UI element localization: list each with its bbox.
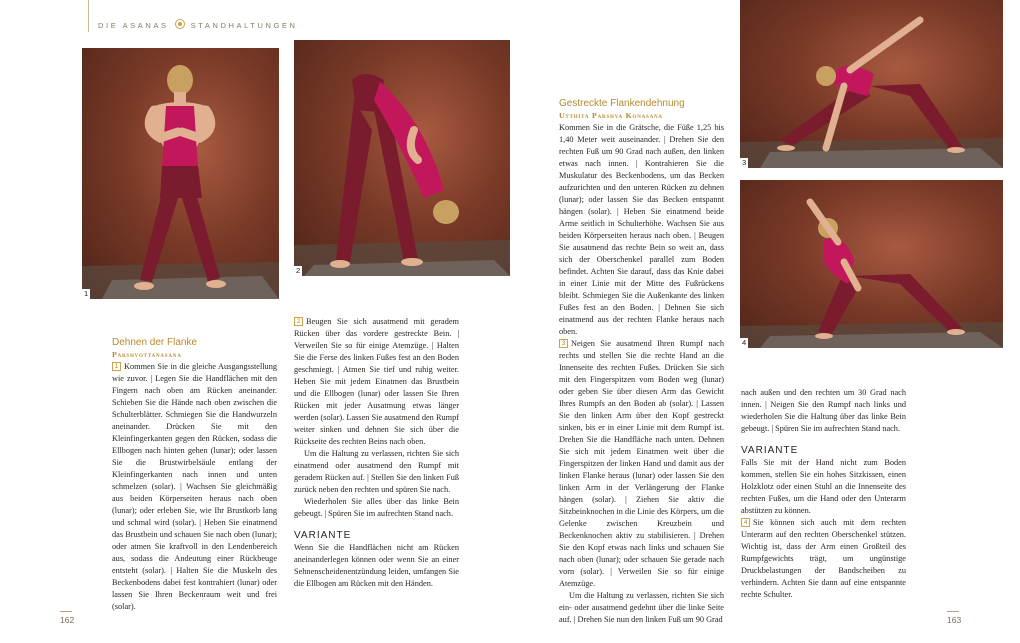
- body-paragraph: Um die Haltung zu verlassen, richten Sie sich ein- oder ausatmend gedehnt über die linke Seite auf. | Drehen Sie nun den linken Fuß um 90 Grad: [559, 591, 724, 624]
- step-number: 1: [112, 362, 121, 371]
- page-number-rule: [947, 611, 959, 612]
- photo-number: 3: [742, 158, 747, 167]
- body-paragraph: nach außen und den rechten um 30 Grad nach innen. | Neigen Sie den Rumpf nach links und wiederholen Sie die Haltung über das linke Bein gebeugt. | Spüren Sie im aufrechten Stand nach.: [741, 388, 906, 433]
- yoga-pose-2-illustration: [294, 40, 510, 276]
- ornament-icon: [175, 19, 185, 29]
- page-number-left: 162: [60, 615, 75, 625]
- photo-1: [82, 48, 279, 299]
- body-paragraph: Wiederholen Sie alles über das linke Bein gebeugt. | Spüren Sie im aufrechten Stand nach.: [294, 497, 459, 518]
- step-number: 4: [741, 518, 750, 527]
- body-text: Neigen Sie ausatmend Ihren Rumpf nach rechts und stellen Sie die rechte Hand an die Innenseite des rechten Fußes. Drücken Sie sich mit den Fingerspitzen vom Boden weg (lunar) oder geben Sie über diesen Arm das Gewicht Ihres Rumpfs an den Boden ab (solar). | Lassen Sie den linken Arm über den Kopf gestreckt sinken, bis er in einer Linie mit dem Rumpf ist. Drehen Sie die Handfläche nach unten. Dehnen Sie sich mit jedem Einatmen weit über die Fingerspitzen der linken Hand und damit aus der linken Flanke heraus (lunar) oder lassen Sie den linken Arm in der Verlängerung der Flanke hängen (solar). | Ziehen Sie aktiv die Sitzbeinknochen in die Linie des Körpers, um die Gelenke zwischen Kreuzbein und Beckenknochen aktiv zu stabilisieren. | Drehen Sie den Kopf etwas nach links und schauen Sie nach oben (lunar); oder schauen Sie gerade nach vorn (solar). | Verweilen Sie so für einige Atemzüge.: [559, 339, 724, 588]
- step-number: 3: [559, 339, 568, 348]
- page-number-rule: [60, 611, 72, 612]
- header-subsection: STANDHALTUNGEN: [190, 21, 298, 30]
- photo-3: [740, 0, 1003, 168]
- yoga-pose-3-illustration: [740, 0, 1003, 168]
- left-column: [112, 337, 277, 613]
- section-subtitle: Parshvottanasana: [112, 350, 182, 359]
- body-paragraph: [294, 316, 459, 448]
- section-subtitle: Utthita Parshva Konasana: [559, 111, 663, 120]
- right-column: [559, 98, 724, 626]
- header-section: DIE ASANAS: [98, 21, 169, 30]
- step-number: 2: [294, 317, 303, 326]
- far-right-column: [741, 387, 906, 601]
- variante-heading: VARIANTE: [741, 445, 799, 456]
- body-paragraph: [112, 361, 277, 613]
- photo-2: [294, 40, 510, 276]
- middle-column: [294, 316, 459, 590]
- photo-number: 1: [84, 289, 89, 298]
- variante-heading: VARIANTE: [294, 530, 352, 541]
- body-paragraph: [559, 338, 724, 590]
- photo-number: 2: [296, 266, 301, 275]
- body-paragraph: Falls Sie mit der Hand nicht zum Boden kommen, stellen Sie ein hohes Sitzkissen, einen Holzklotz oder einen Stuhl an die Innenseite des rechten Fußes, um die Hand oder den Unterarm abstützen zu können.: [741, 458, 906, 515]
- body-paragraph: [741, 517, 906, 601]
- body-text: Sie können sich auch mit dem rechten Unterarm auf den rechten Oberschenkel stützen. Wichtig ist, dass der Arm einen Großteil des Rumpfgewichts trägt, um ungünstige Druckbelastungen der Bandscheiben zu verhindern. Achten Sie dann auf eine entspannte rechte Schulter.: [741, 518, 906, 599]
- section-title: Gestreckte Flankendehnung: [559, 98, 685, 109]
- header-rule: [88, 0, 89, 32]
- yoga-pose-4-illustration: [740, 180, 1003, 348]
- section-title: Dehnen der Flanke: [112, 337, 198, 348]
- running-header: [98, 19, 298, 30]
- photo-4: [740, 180, 1003, 348]
- body-text: Kommen Sie in die gleiche Ausgangsstellung wie zuvor. | Legen Sie die Handflächen mit den Fingern nach oben am Rücken aneinander. Schieben Sie die Hände nach oben zwischen die Schulterblätter. Schmiegen Sie die Handwurzeln aneinander. Drücken Sie mit den Kleinfingerkanten gegen den Rücken, sodass die Ellbogen nach hinten gehen (lunar); oder lassen Sie die Brustwirbelsäule entlang der Kleinfingerkanten nach innen und unten schmelzen (solar). | Wachsen Sie gleichmäßig aus beiden Körperseiten heraus nach oben (lunar); oder erleben Sie, wie Ihr Brustkorb lang und schmal wird (solar). | Heben Sie einatmend das Brustbein und schauen Sie nach oben (lunar); oder atmen Sie kraftvoll in den Lendenbereich aus, sodass die Andeutung einer Rückbeuge entsteht (solar). | Halten Sie die Muskeln des Beckenbodens dabei fest kontrahiert (lunar) oder lassen Sie Ihren Beckenraum weit und frei (solar).: [112, 362, 277, 611]
- body-paragraph: Kommen Sie in die Grätsche, die Füße 1,25 bis 1,40 Meter weit auseinander. | Drehen Sie den rechten Fuß um 90 Grad nach außen, den linken etwas nach innen. | Kontrahieren Sie die Muskulatur des Beckenbodens, um das Becken aufzurichten und den unteren Rücken zu dehnen (lunar); oder lassen Sie das Becken entspannt hängen (solar). | Heben Sie einatmend beide Arme seitlich in Schulterhöhe. Wachsen Sie aus beiden Körperseiten heraus nach oben. | Beugen Sie ausatmend das rechte Bein so weit an, dass sich der Oberschenkel parallel zum Boden befindet. Achten Sie darauf, dass das Knie dabei in einer Linie mit der Mitte des Fußrückens bleibt. Schmiegen Sie die Außenkante des linken Fußes fest an den Boden. | Dehnen Sie sich einatmend aus der rechten Flanke heraus nach oben.: [559, 123, 724, 336]
- body-paragraph: Um die Haltung zu verlassen, richten Sie sich einatmend oder ausatmend den Rumpf mit geradem Rücken auf. | Stellen Sie den linken Fuß zurück neben den rechten und spüren Sie nach.: [294, 449, 459, 494]
- page-number-right: 163: [947, 615, 962, 625]
- body-paragraph: Wenn Sie die Handflächen nicht am Rücken aneinanderlegen können oder wenn Sie an einer Sehnenscheidenentzündung leiden, umfangen Sie die Ellbogen am Rücken mit den Händen.: [294, 543, 459, 588]
- yoga-pose-1-illustration: [82, 48, 279, 299]
- photo-number: 4: [742, 338, 747, 347]
- body-text: Beugen Sie sich ausatmend mit geradem Rücken über das vordere gestreckte Bein. | Verweilen Sie so für einige Atemzüge. | Halten Sie die Ferse des linken Fußes fest an den Boden geschmiegt. | Atmen Sie tief und ruhig weiter. Heben Sie mit jedem Einatmen das Brustbein und die Ellbogen (lunar) oder lassen Sie Ihren Rücken mit jeder Ausatmung etwas länger werden (solar). Lassen Sie ausatmend den Rumpf weiter sinken und dehnen Sie sich über die Rückseite des rechten Beins nach oben.: [294, 317, 459, 446]
